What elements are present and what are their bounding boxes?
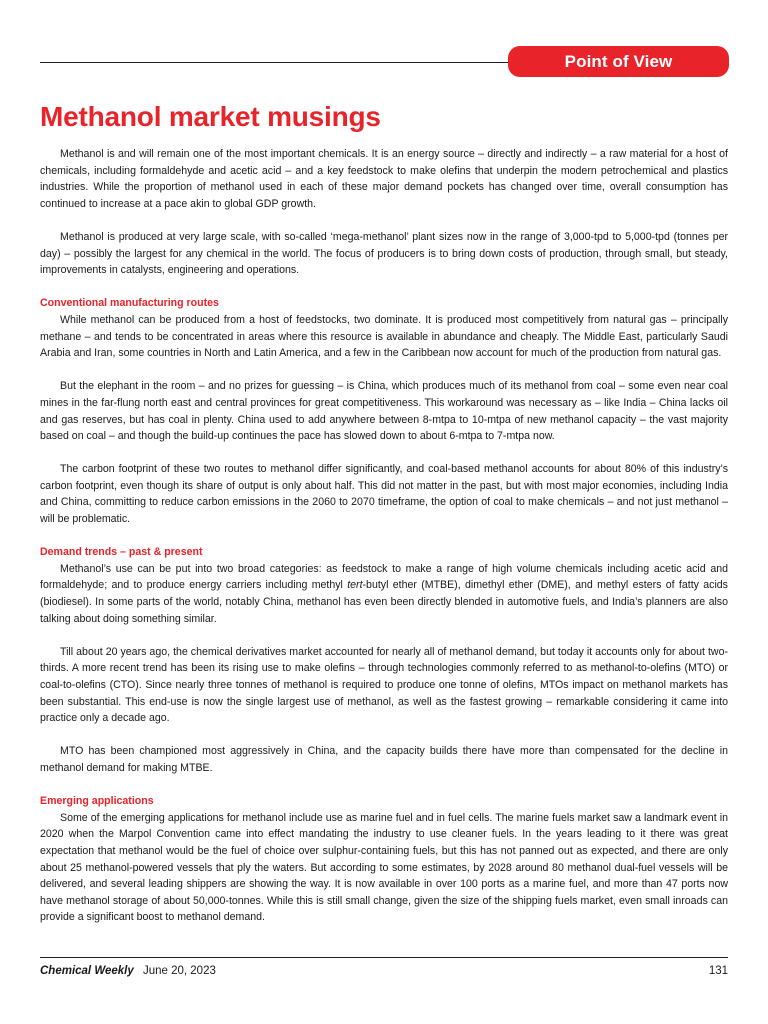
- footer-rule: [40, 957, 728, 958]
- paragraph: Methanol is and will remain one of the most important chemicals. It is an energy source – directly and indirectly – a raw material for a host of chemicals, including formaldehyde and acetic acid – and a key feedstock to make olefins that underpin the modern petrochemical and plastics industries. While the proportion of methanol used in each of these major demand pockets has changed over time, overall consumption has continued to increase at a pace akin to global GDP growth.: [40, 148, 728, 210]
- italic-term: tert: [347, 579, 363, 592]
- section-badge: [508, 46, 729, 77]
- paragraph: Methanol is produced at very large scale, with so-called ‘mega-methanol’ plant sizes now in the range of 3,000-tpd to 5,000-tpd (tonnes per day) – possibly the largest for any chemical in the world. The focus of producers is to bring down costs of production, through small, but steady, improvements in catalysts, engineering and operations.: [40, 230, 728, 277]
- paragraph: Some of the emerging applications for methanol include use as marine fuel and in fuel cells. The marine fuels market saw a landmark event in 2020 when the Marpol Convention came into effect mandating the industry to use cleaner fuels. In the years leading to it there was great expectation that methanol would be the fuel of choice over sulphur-containing fuels, but this has not panned out as expected, and there are only about 25 methanol-powered vessels that ply the waters. But according to some estimates, by 2028 around 80 methanol dual-fuel vessels will be delivered, and several leading shippers are showing the way. It is now available in over 100 ports as a marine fuel, and more than 47 ports now have methanol storage of about 50,000-tonnes. While this is still small change, given the size of the shipping fuels market, even small inroads can provide a significant boost to methanol demand.: [40, 811, 728, 924]
- section-badge-label: Point of View: [564, 51, 673, 71]
- header-rule: [40, 62, 518, 63]
- paragraph: Methanol’s use can be put into two broad categories: as feedstock to make a range of high volume chemicals including acetic acid and formaldehyde; and to produce energy carriers including methyl tert-butyl ether (MTBE), dimethyl ether (DME), and methyl esters of fatty acids (biodiesel). In some parts of the world, notably China, methanol has even been directly blended in automotive fuels, and India’s planners are also talking about doing something similar.: [40, 562, 728, 625]
- paragraph: The carbon footprint of these two routes to methanol differ significantly, and coal-based methanol accounts for about 80% of this industry’s carbon footprint, even though its share of output is only about half. This did not matter in the past, but with most major economies, including India and China, committing to reduce carbon emissions in the 2060 to 2070 timeframe, the option of coal to make chemicals – and not just methanol – will be problematic.: [40, 463, 728, 526]
- paragraph: Till about 20 years ago, the chemical derivatives market accounted for nearly all of methanol demand, but today it accounts only for about two-thirds. A more recent trend has been its rising use to make olefins – through technologies commonly referred to as methanol-to-olefins (MTO) or coal-to-olefins (CTO). Since nearly three tonnes of methanol is required to produce one tonne of olefins, MTOs impact on methanol markets has been substantial. This end-use is now the single largest use of methanol, as well as the fastest growing – remarkable considering it came into practice only a decade ago.: [40, 645, 728, 725]
- journal-name: Chemical Weekly: [40, 965, 134, 977]
- paragraph: But the elephant in the room – and no prizes for guessing – is China, which produces much of its methanol from coal – some even near coal mines in the far-flung north east and central provinces for great competitiveness. This workaround was necessary as – like India – China lacks oil and gas reserves, but has coal in plenty. China used to add anywhere between 8-mtpa to 10-mtpa of new methanol capacity – the vast majority based on coal – and though the build-up continues the pace has slowed down to about 6-mtpa to 7-mtpa now.: [40, 380, 728, 443]
- paragraph: While methanol can be produced from a host of feedstocks, two dominate. It is produced most competitively from natural gas – principally methane – and tends to be concentrated in areas where this resource is available in abundance and cheaply. The Middle East, particularly Saudi Arabia and Iran, some countries in North and Latin America, and a few in the Caribbean now account for much of the production from natural gas.: [40, 313, 728, 360]
- section-heading: Conventional manufacturing routes: [40, 297, 219, 310]
- footer-citation: [40, 964, 216, 978]
- section-heading: Demand trends – past & present: [40, 546, 203, 559]
- article-title: Methanol market musings: [40, 101, 381, 132]
- section-heading: Emerging applications: [40, 795, 154, 808]
- page-number: 131: [708, 965, 728, 977]
- issue-date: June 20, 2023: [142, 965, 216, 977]
- article-body: [40, 146, 728, 926]
- paragraph: MTO has been championed most aggressively in China, and the capacity builds there have more than compensated for the decline in methanol demand for making MTBE.: [40, 745, 728, 774]
